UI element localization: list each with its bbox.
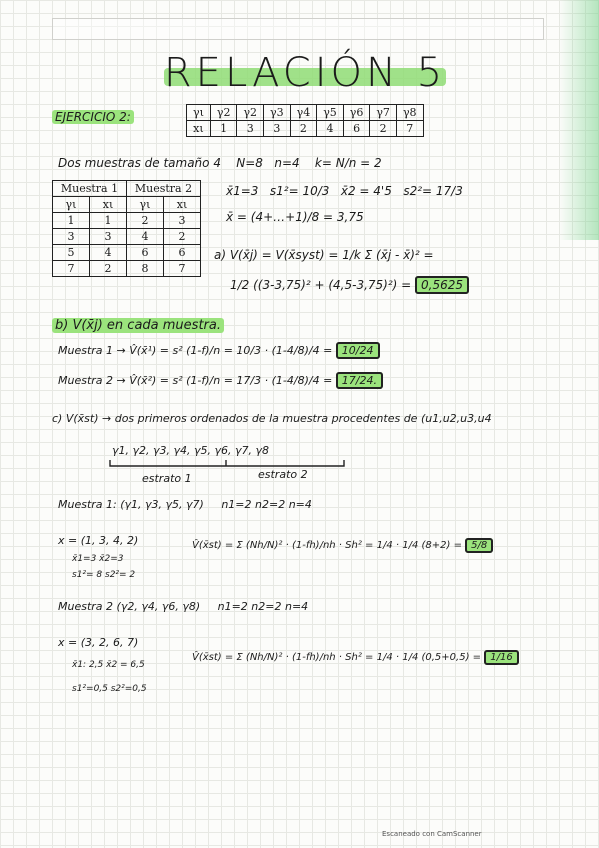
page-title: RELACIÓN 5 [163,50,447,96]
samples-row: 5 4 6 6 [53,245,201,261]
samples-row: 3 3 4 2 [53,229,201,245]
pop-cell: γ3 [264,105,291,121]
sample2-header: Muestra 2 [127,181,201,197]
pop-cell: 2 [370,121,397,137]
muestra2-head: Muestra 2 (γ2, γ4, γ6, γ8) n1=2 n2=2 n=4 [58,600,309,613]
pop-cell: γ2 [237,105,264,121]
pop-cell: γ8 [396,105,423,121]
strata-units: γ1, γ2, γ3, γ4, γ5, γ6, γ7, γ8 [112,444,270,457]
muestra1-head: Muestra 1: (γ1, γ3, γ5, γ7) n1=2 n2=2 n=4 [58,498,312,511]
samples-row: 1 1 2 3 [53,213,201,229]
muestra2-vars: s1²=0,5 s2²=0,5 [72,684,147,694]
samples-header [53,181,201,197]
muestra1-means: x̄1=3 x̄2=3 [72,554,124,564]
muestra1-result: 5/8 [465,538,493,553]
population-table [186,104,424,137]
header-strip [52,18,544,40]
pop-cell: 7 [396,121,423,137]
part-a-line2: 1/2 ((3-3,75)² + (4,5-3,75)²) = 0,5625 [230,278,469,292]
population-row-units [187,105,424,121]
pop-cell: 3 [237,121,264,137]
strata-brace [108,458,348,472]
part-b-title: b) V(x̄j) en cada muestra. [52,318,224,333]
part-a-line1: a) V(x̄j) = V(x̄syst) = 1/k Σ (x̄j - x̄)² = [214,248,434,262]
samples-table [52,180,201,277]
muestra2-result: 1/16 [484,650,518,665]
intro-line: Dos muestras de tamaño 4 N=8 n=4 k= N/n = 2 [58,156,382,170]
sample1-header: Muestra 1 [53,181,127,197]
samples-subheader: γι xι γι xι [53,197,201,213]
muestra1-vars: s1²= 8 s2²= 2 [72,570,136,580]
muestra2-formula: V̂(x̄st) = Σ (Nh/N)² · (1-fh)/nh · Sh² = 1/4 · 1/4 (0,5+0,5) = 1/16 [192,652,519,663]
pop-cell: xι [187,121,211,137]
pop-cell: γι [187,105,211,121]
grand-mean: x̄ = (4+…+1)/8 = 3,75 [226,210,364,224]
pop-cell: γ7 [370,105,397,121]
pop-cell: 3 [264,121,291,137]
part-b-result-1: 10/24 [336,342,380,359]
muestra1-x: x = (1, 3, 4, 2) [58,534,139,547]
page-edge-highlight [559,0,599,240]
pop-cell: 4 [317,121,344,137]
pop-cell: γ6 [343,105,370,121]
scanner-watermark: Escaneado con CamScanner [382,830,482,838]
pop-cell: 2 [290,121,317,137]
sample-stats: x̄1=3 s1²= 10/3 x̄2 = 4'5 s2²= 17/3 [226,184,463,198]
pop-cell: γ2 [210,105,237,121]
pop-cell: 6 [343,121,370,137]
pop-cell: γ4 [290,105,317,121]
muestra2-x: x = (3, 2, 6, 7) [58,636,139,649]
population-row-values [187,121,424,137]
stratum-2-label: estrato 2 [258,468,308,481]
part-b-result-2: 17/24. [336,372,383,389]
pop-cell: 1 [210,121,237,137]
stratum-1-label: estrato 1 [142,472,192,485]
part-b-sample1: Muestra 1 → V̂(x̄¹) = s² (1-f)/n = 10/3 · (1-4/8)/4 = 10/24 [58,344,380,357]
part-c-title: c) V(x̄st) → dos primeros ordenados de la muestra procedentes de (u1,u2,u3,u4 [52,412,492,425]
pop-cell: γ5 [317,105,344,121]
muestra2-means: x̄1: 2,5 x̄2 = 6,5 [72,660,145,670]
samples-row: 7 2 8 7 [53,261,201,277]
part-b-sample2: Muestra 2 → V̂(x̄²) = s² (1-f)/n = 17/3 · (1-4/8)/4 = 17/24. [58,374,383,387]
part-a-result: 0,5625 [415,276,469,294]
muestra1-formula: V̂(x̄st) = Σ (Nh/N)² · (1-fh)/nh · Sh² = 1/4 · 1/4 (8+2) = 5/8 [192,540,493,551]
exercise-label: EJERCICIO 2: [52,110,134,124]
